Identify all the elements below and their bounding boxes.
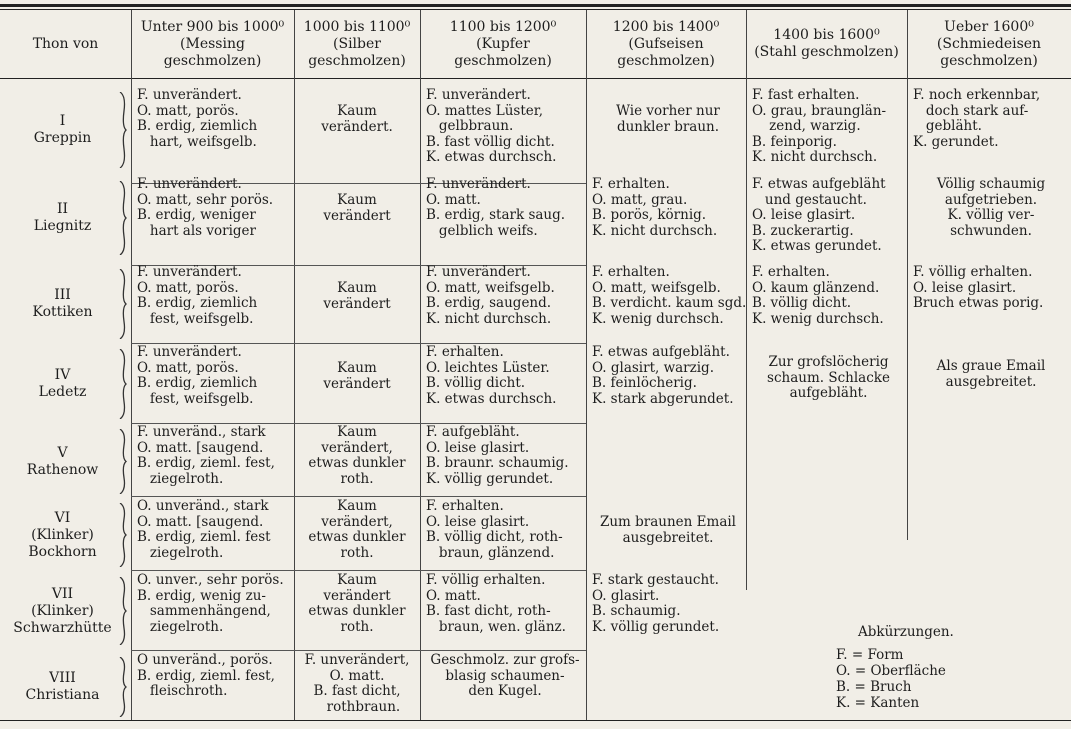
thon-label	[0, 265, 125, 343]
legend-item-bruch: B. = Bruch	[836, 679, 912, 695]
table-cell	[294, 281, 420, 312]
cell-line: F. etwas aufgebläht.	[592, 344, 730, 360]
cell-line: hart, weifsgelb.	[137, 133, 257, 150]
cell-line: Zur grofslöcherig	[768, 354, 889, 370]
cell-line: O. matt, porös.	[137, 359, 239, 376]
header-col-3-line-3: geschmolzen)	[454, 52, 552, 69]
cell-line: O. glasirt, warzig.	[592, 359, 714, 376]
cell-line: K. nicht durchsch.	[426, 310, 552, 327]
header-col-4-line-1: 1200 bis 1400⁰	[612, 18, 720, 35]
header-rule	[0, 78, 1071, 79]
cell-line: F. stark gestaucht.	[592, 572, 719, 588]
cell-line: O. grau, braunglän-	[752, 102, 887, 119]
cell-line: B. verdicht. kaum sgd.	[592, 295, 747, 312]
header-col-2-line-3: geschmolzen)	[308, 52, 406, 69]
cell-line: F. erhalten.	[752, 264, 830, 280]
brace-icon	[118, 503, 128, 567]
cell-line: verändert	[323, 587, 391, 604]
cell-line: F. unveränd., stark	[137, 424, 266, 440]
cell-line: den Kugel.	[468, 683, 542, 700]
table-cell	[426, 499, 584, 561]
cell-line: etwas dunkler	[308, 455, 406, 472]
cell-line: O. kaum glänzend.	[752, 279, 880, 296]
cell-line: K. stark abgerundet.	[592, 390, 734, 407]
header-col-6	[907, 15, 1071, 73]
table-cell	[426, 425, 584, 487]
table-cell	[592, 104, 744, 135]
cell-line: Kaum	[337, 103, 377, 119]
table-cell	[592, 345, 744, 407]
cell-line: Kaum	[337, 280, 377, 296]
cell-line: O. matt.	[426, 191, 481, 208]
table-cell	[752, 265, 905, 327]
table-cell	[752, 355, 905, 402]
cell-line: F. fast erhalten.	[752, 87, 860, 103]
brace-icon	[118, 577, 128, 645]
cell-line: B. feinlöcherig.	[592, 375, 697, 392]
cell-line: roth.	[340, 544, 374, 561]
brace-icon	[118, 92, 128, 168]
cell-line: F. unverändert.	[137, 176, 242, 192]
cell-line: braun, wen. glänz.	[426, 618, 566, 635]
cell-line: gebläht.	[913, 118, 982, 135]
cell-line: ziegelroth.	[137, 618, 224, 635]
thon-label-line: Rathenow	[26, 461, 99, 478]
thon-label-line: V	[57, 444, 68, 461]
header-col-2-line-2: (Silber	[333, 35, 381, 52]
table-cell	[137, 573, 292, 635]
thon-label-line: VII	[51, 585, 74, 602]
col-divider-4	[586, 10, 587, 720]
cell-line: O. matt, porös.	[137, 279, 239, 296]
cell-line: B. erdig, ziemlich	[137, 295, 258, 312]
thon-label-line: Christiana	[25, 687, 100, 703]
thon-label	[0, 177, 125, 259]
cell-line: B. feinporig.	[752, 133, 837, 150]
table-cell	[294, 499, 420, 561]
table-cell	[913, 88, 1069, 150]
legend-item-kanten: K. = Kanten	[836, 695, 920, 711]
cell-line: F. erhalten.	[592, 264, 670, 280]
cell-line: F. erhalten.	[426, 344, 504, 360]
cell-line: ausgebreitet.	[945, 373, 1037, 390]
cell-line: F. unverändert.	[426, 87, 531, 103]
table-cell	[137, 265, 292, 327]
cell-line: sammenhängend,	[137, 603, 271, 620]
header-col-5-line-2: (Stahl geschmolzen)	[754, 44, 899, 60]
cell-line: dunkler braun.	[616, 118, 720, 135]
cell-line: ziegelroth.	[137, 544, 224, 561]
cell-line: F. unverändert.	[137, 344, 242, 360]
cell-line: aufgebläht.	[789, 385, 868, 402]
cell-line: etwas dunkler	[308, 603, 406, 620]
cell-line: F. unverändert.	[426, 264, 531, 280]
cell-line: F. aufgebläht.	[426, 424, 520, 440]
cell-line: aufgetrieben.	[944, 191, 1038, 208]
thon-label	[0, 345, 125, 423]
table-cell	[592, 264, 747, 327]
cell-line: K. etwas durchsch.	[426, 390, 557, 407]
header-thon-label: Thon von	[32, 35, 99, 52]
cell-line: verändert	[323, 295, 391, 312]
cell-line: verändert,	[321, 439, 393, 456]
cell-line: roth.	[340, 618, 374, 635]
cell-line: O. matt, sehr porös.	[137, 191, 274, 208]
row-sep-5	[131, 496, 586, 497]
thon-label-line: Liegnitz	[33, 218, 92, 234]
cell-line: F. erhalten.	[426, 498, 504, 514]
top-rule-thin	[0, 9, 1071, 10]
cell-line: B. erdig, weniger	[137, 207, 256, 224]
cell-line: B. fast völlig dicht.	[426, 133, 555, 150]
cell-line: gelblich weifs.	[426, 222, 538, 239]
cell-line: B. erdig, ziemlich	[137, 375, 258, 392]
header-col-6-line-3: geschmolzen)	[940, 52, 1038, 69]
cell-line: Wie vorher nur	[616, 103, 720, 119]
row-sep-6	[131, 570, 586, 571]
cell-line: B. erdig, zieml. fest,	[137, 667, 275, 684]
cell-line: K. etwas gerundet.	[752, 238, 882, 255]
header-col-4	[586, 15, 746, 73]
thon-label-line: Kottiken	[32, 304, 93, 320]
cell-line: F. unverändert.	[426, 176, 531, 192]
cell-line: Kaum	[337, 572, 377, 588]
cell-line: B. braunr. schaumig.	[426, 455, 569, 472]
cell-line: B. porös, körnig.	[592, 207, 707, 224]
table-cell	[913, 177, 1069, 239]
table-cell	[913, 359, 1069, 390]
brace-icon	[118, 657, 128, 717]
table-cell	[294, 193, 420, 224]
table-cell	[592, 177, 744, 239]
cell-line: Kaum	[337, 498, 377, 514]
cell-line: Völlig schaumig	[936, 176, 1046, 192]
cell-line: Bruch etwas porig.	[913, 295, 1044, 312]
cell-line: B. fast dicht, roth-	[426, 603, 551, 620]
cell-line: ausgebreitet.	[622, 529, 714, 546]
table-cell	[913, 265, 1069, 312]
thon-label	[0, 88, 125, 172]
table-cell	[294, 425, 420, 487]
cell-line: F. völlig erhalten.	[913, 264, 1033, 280]
cell-line: B. erdig, zieml. fest	[137, 529, 271, 546]
cell-line: K. völlig ver-	[947, 207, 1035, 224]
table-cell	[426, 653, 584, 700]
cell-line: B. völlig dicht.	[426, 375, 526, 392]
cell-line: F. unverändert,	[304, 652, 410, 668]
table-cell	[137, 425, 292, 487]
thon-label-line: I	[59, 113, 66, 129]
thon-label-line: (Klinker)	[31, 526, 94, 543]
cell-line: roth.	[340, 470, 374, 487]
header-col-1-line-3: geschmolzen)	[163, 52, 262, 69]
table-cell	[752, 88, 905, 166]
thon-label	[0, 573, 125, 649]
cell-line: B. völlig dicht.	[752, 295, 852, 312]
cell-line: K. nicht durchsch.	[752, 149, 878, 166]
cell-line: Kaum	[337, 424, 377, 440]
header-col-1-line-2: (Messing	[180, 35, 245, 52]
header-col-3-line-1: 1100 bis 1200⁰	[449, 18, 557, 35]
thon-label-line: II	[56, 201, 69, 217]
cell-line: braun, glänzend.	[426, 544, 555, 561]
header-col-4-line-3: geschmolzen)	[617, 52, 715, 69]
thon-label-line: Ledetz	[38, 384, 87, 400]
brace-icon	[118, 429, 128, 494]
cell-line: O. unveränd., stark	[137, 498, 269, 514]
table-cell	[294, 653, 420, 715]
cell-line: Kaum	[337, 192, 377, 208]
cell-line: F. etwas aufgebläht	[752, 176, 886, 192]
cell-line: schaum. Schlacke	[767, 369, 890, 386]
header-col-2	[294, 15, 420, 73]
bottom-rule	[0, 720, 1071, 721]
cell-line: Geschmolz. zur grofs-	[430, 652, 580, 668]
table-cell	[592, 515, 744, 546]
cell-line: O. leise glasirt.	[913, 279, 1017, 296]
thon-label	[0, 499, 125, 571]
cell-line: B. erdig, wenig zu-	[137, 587, 266, 604]
header-col-3	[420, 15, 586, 73]
cell-line: O. unver., sehr porös.	[137, 572, 284, 588]
cell-line: etwas dunkler	[308, 529, 406, 546]
col-divider-5	[746, 10, 747, 590]
header-col-6-line-2: (Schmiedeisen	[936, 35, 1042, 52]
header-col-2-line-1: 1000 bis 1100⁰	[303, 18, 411, 35]
thon-label-line: Bockhorn	[28, 543, 97, 560]
cell-line: ziegelroth.	[137, 470, 224, 487]
cell-line: K. völlig gerundet.	[592, 618, 720, 635]
table-cell	[592, 573, 744, 635]
cell-line: fleischroth.	[137, 683, 228, 700]
cell-line: O. matt.	[329, 667, 385, 684]
cell-line: zend, warzig.	[752, 118, 861, 135]
brace-icon	[118, 349, 128, 419]
top-rule-thick	[0, 4, 1071, 7]
thon-label-line: Schwarzhütte	[13, 619, 112, 636]
table-cell	[752, 177, 905, 255]
cell-line: F. unverändert.	[137, 264, 242, 280]
cell-line: K. wenig durchsch.	[752, 310, 884, 327]
thon-label-line: VIII	[49, 670, 76, 686]
legend-item-oberflaeche: O. = Oberfläche	[836, 663, 946, 679]
cell-line: B. völlig dicht, roth-	[426, 529, 563, 546]
table-cell	[294, 573, 420, 635]
cell-line: F. völlig erhalten.	[426, 572, 546, 588]
cell-line: gelbbraun.	[426, 118, 514, 135]
cell-line: F. erhalten.	[592, 176, 670, 192]
table-cell	[426, 88, 584, 166]
row-sep-7	[131, 650, 586, 651]
cell-line: O. leise glasirt.	[426, 513, 530, 530]
thon-label-line: IV	[54, 367, 71, 383]
table-cell	[294, 104, 420, 135]
cell-line: O. glasirt.	[592, 587, 660, 604]
cell-line: O. mattes Lüster,	[426, 102, 544, 119]
table-cell	[137, 653, 292, 700]
cell-line: Als graue Email	[936, 358, 1046, 374]
cell-line: B. zuckerartig.	[752, 222, 854, 239]
cell-line: und gestaucht.	[752, 191, 867, 208]
cell-line: O. matt, weifsgelb.	[592, 279, 721, 296]
cell-line: verändert	[323, 375, 391, 392]
col-divider-3	[420, 10, 421, 720]
cell-line: schwunden.	[950, 222, 1032, 239]
cell-line: doch stark auf-	[913, 102, 1029, 119]
cell-line: K. wenig durchsch.	[592, 310, 724, 327]
header-col-5-line-1: 1400 bis 1600⁰	[773, 27, 880, 43]
header-col-5	[746, 15, 907, 73]
header-col-4-line-2: (Gufseisen	[628, 35, 704, 52]
cell-line: O. matt, porös.	[137, 102, 239, 119]
cell-line: verändert,	[321, 513, 393, 530]
table-cell	[294, 361, 420, 392]
cell-line: B. erdig, saugend.	[426, 295, 552, 312]
table-cell	[426, 177, 584, 239]
table-cell	[426, 265, 584, 327]
cell-line: O. matt. [saugend.	[137, 439, 264, 456]
header-col-3-line-2: (Kupfer	[476, 35, 530, 52]
legend-title: Abkürzungen.	[858, 624, 954, 640]
cell-line: K. gerundet.	[913, 133, 999, 150]
brace-icon	[118, 181, 128, 255]
thon-label-line: (Klinker)	[31, 602, 94, 619]
cell-line: hart als voriger	[137, 222, 256, 239]
cell-line: Zum braunen Email	[599, 514, 736, 530]
cell-line: O. leise glasirt.	[752, 207, 856, 224]
thon-label-line: VI	[54, 509, 71, 526]
col-divider-6	[907, 10, 908, 540]
cell-line: rothbraun.	[313, 698, 401, 715]
cell-line: O. leichtes Lüster.	[426, 359, 550, 376]
table-cell	[137, 499, 292, 561]
cell-line: B. erdig, zieml. fest,	[137, 455, 275, 472]
cell-line: verändert	[323, 207, 391, 224]
table-cell	[137, 345, 292, 407]
col-divider-1	[131, 10, 132, 720]
table-cell	[137, 88, 292, 150]
table-cell	[426, 573, 584, 635]
cell-line: O unveränd., porös.	[137, 652, 273, 668]
cell-line: O. matt, weifsgelb.	[426, 279, 555, 296]
cell-line: verändert.	[321, 118, 393, 135]
table-cell	[426, 345, 584, 407]
header-thon-von	[0, 15, 131, 73]
thon-label-line: III	[54, 287, 71, 303]
table-cell	[137, 177, 292, 239]
cell-line: O. leise glasirt.	[426, 439, 530, 456]
cell-line: K. nicht durchsch.	[592, 222, 718, 239]
cell-line: B. erdig, stark saug.	[426, 207, 566, 224]
cell-line: O. matt. [saugend.	[137, 513, 264, 530]
cell-line: O. matt, grau.	[592, 191, 688, 208]
cell-line: K. völlig gerundet.	[426, 470, 554, 487]
cell-line: K. etwas durchsch.	[426, 149, 557, 166]
thon-label	[0, 653, 125, 721]
cell-line: fest, weifsgelb.	[137, 310, 254, 327]
cell-line: fest, weifsgelb.	[137, 390, 254, 407]
cell-line: B. erdig, ziemlich	[137, 118, 258, 135]
cell-line: Kaum	[337, 360, 377, 376]
brace-icon	[118, 269, 128, 339]
cell-line: B. fast dicht,	[313, 683, 401, 700]
legend-item-form: F. = Form	[836, 647, 904, 663]
header-col-6-line-1: Ueber 1600⁰	[944, 18, 1034, 35]
cell-line: B. schaumig.	[592, 603, 681, 620]
thon-label-line: Greppin	[33, 130, 92, 146]
header-col-1	[131, 15, 294, 73]
cell-line: O. matt.	[426, 587, 481, 604]
cell-line: F. unverändert.	[137, 87, 242, 103]
header-col-1-line-1: Unter 900 bis 1000⁰	[140, 18, 285, 35]
cell-line: blasig schaumen-	[445, 667, 565, 684]
thon-label	[0, 425, 125, 498]
cell-line: F. noch erkennbar,	[913, 87, 1041, 103]
